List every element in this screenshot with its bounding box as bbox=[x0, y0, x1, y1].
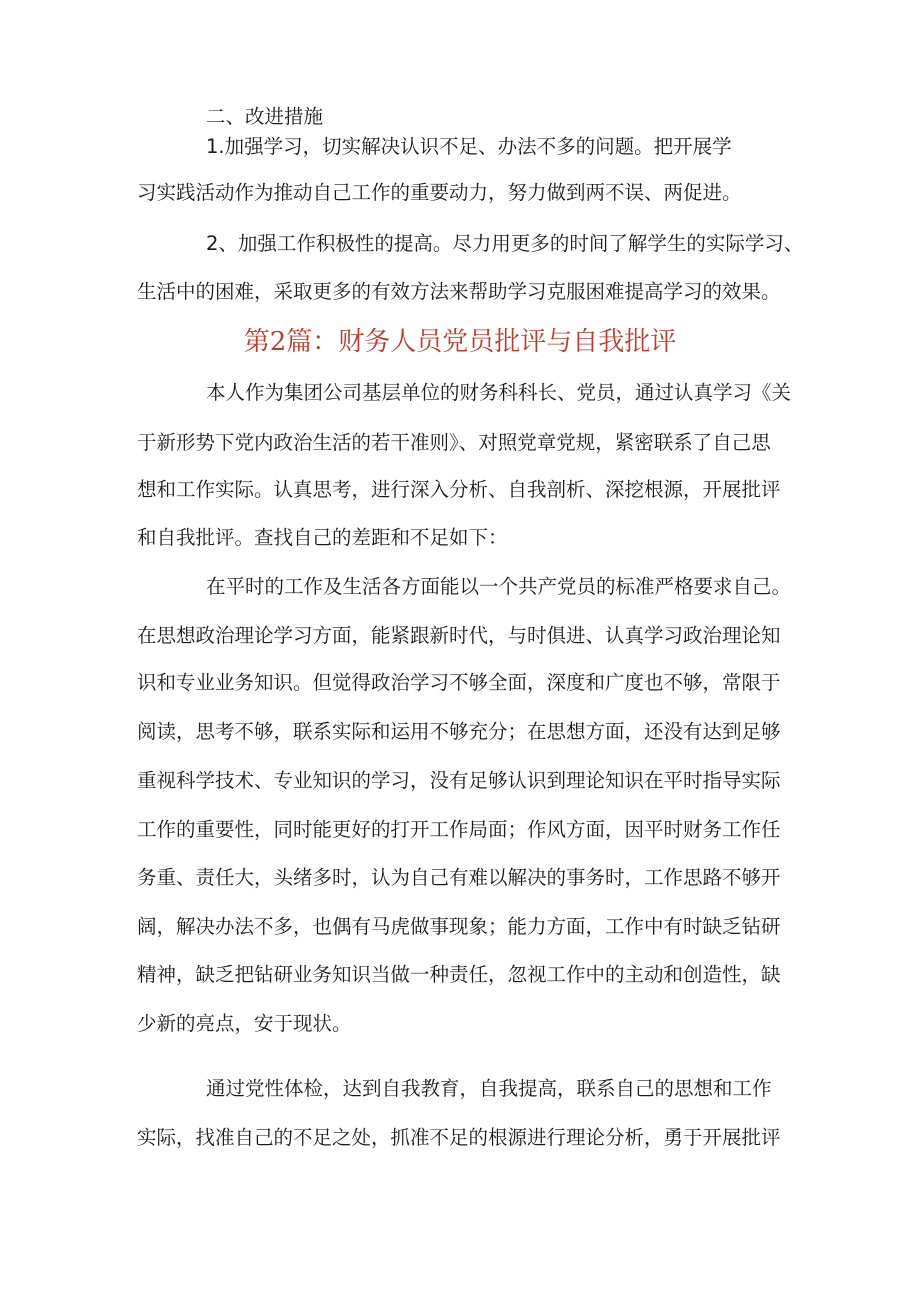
paragraph-3-line-1: 通过党性体检，达到自我教育，自我提高，联系自己的思想和工作 bbox=[206, 1077, 772, 1100]
paragraph-2-line-9: 精神，缺乏把钻研业务知识当做一种责任，忽视工作中的主动和创造性，缺 bbox=[137, 963, 781, 986]
article-heading: 第2篇：财务人员党员批评与自我批评 bbox=[243, 327, 677, 357]
paragraph-2-line-6: 工作的重要性，同时能更好的打开工作局面；作风方面，因平时财务工作任 bbox=[137, 818, 781, 841]
measure-2-line-1: 2、加强工作积极性的提高。尽力用更多的时间了解学生的实际学习、 bbox=[206, 232, 804, 255]
measure-1-line-2: 习实践活动作为推动自己工作的重要动力，努力做到两不误、两促进。 bbox=[137, 181, 742, 204]
paragraph-2-line-1: 在平时的工作及生活各方面能以一个共产党员的标准严格要求自己。 bbox=[206, 575, 792, 598]
paragraph-2-line-10: 少新的亮点，安于现状。 bbox=[137, 1012, 352, 1035]
paragraph-1-line-3: 想和工作实际。认真思考，进行深入分析、自我剖析、深挖根源，开展批评 bbox=[137, 478, 781, 501]
paragraph-2-line-5: 重视科学技术、专业知识的学习，没有足够认识到理论知识在平时指导实际 bbox=[137, 769, 781, 792]
measure-2-line-2: 生活中的困难，采取更多的有效方法来帮助学习克服困难提高学习的效果。 bbox=[137, 280, 781, 303]
paragraph-2-line-7: 务重、责任大，头绪多时，认为自己有难以解决的事务时，工作思路不够开 bbox=[137, 866, 781, 889]
paragraph-2-line-3: 识和专业业务知识。但觉得政治学习不够全面，深度和广度也不够，常限于 bbox=[137, 671, 781, 694]
paragraph-3-line-2: 实际，找准自己的不足之处，抓准不足的根源进行理论分析，勇于开展批评 bbox=[137, 1126, 781, 1149]
paragraph-1-line-1: 本人作为集团公司基层单位的财务科科长、党员，通过认真学习《关 bbox=[206, 381, 792, 404]
paragraph-1-line-4: 和自我批评。查找自己的差距和不足如下： bbox=[137, 526, 508, 549]
section-title: 二、改进措施 bbox=[206, 105, 324, 128]
paragraph-1-line-2: 于新形势下党内政治生活的若干准则》、对照党章党规，紧密联系了自己思 bbox=[137, 431, 771, 454]
measure-1-line-1: 1.加强学习，切实解决认识不足、办法不多的问题。把开展学 bbox=[206, 135, 732, 158]
paragraph-2-line-4: 阅读，思考不够，联系实际和运用不够充分；在思想方面，还没有达到足够 bbox=[137, 720, 781, 743]
paragraph-2-line-2: 在思想政治理论学习方面，能紧跟新时代，与时俱进、认真学习政治理论知 bbox=[137, 624, 781, 647]
paragraph-2-line-8: 阔，解决办法不多，也偶有马虎做事现象；能力方面，工作中有时缺乏钻研 bbox=[137, 915, 781, 938]
